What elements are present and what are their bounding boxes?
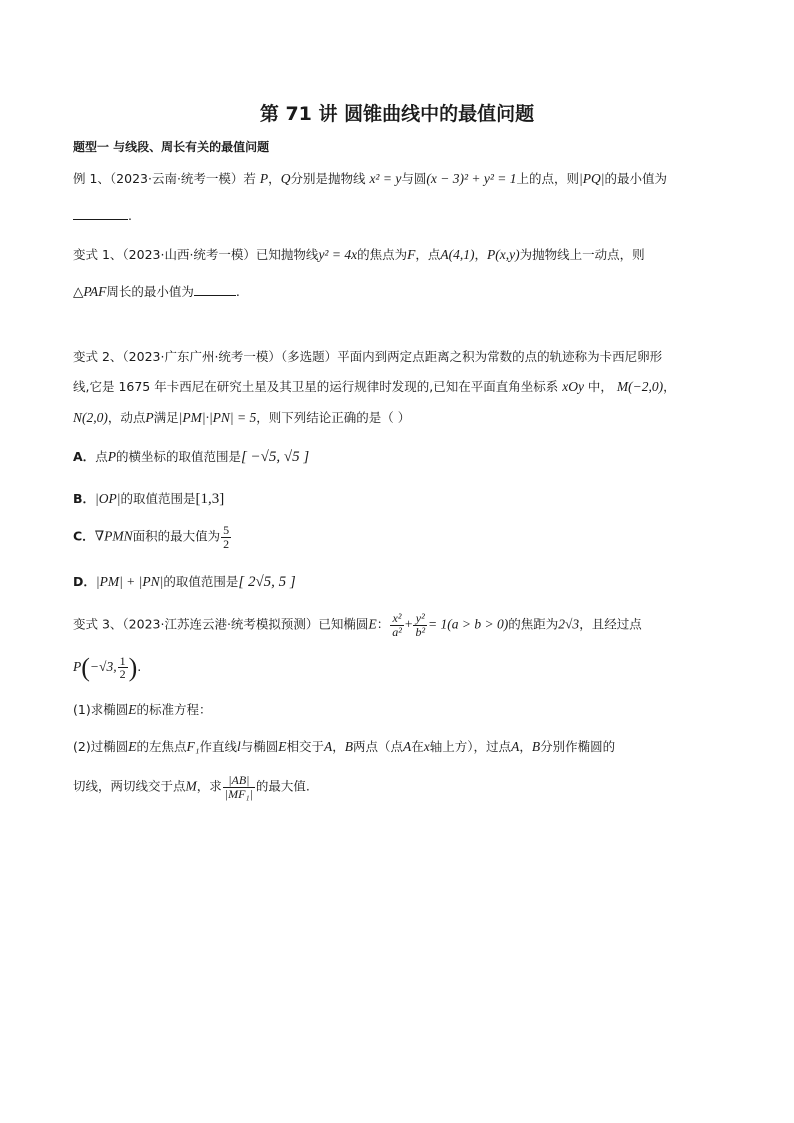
text: 相交于 bbox=[286, 739, 324, 754]
numerator: y² bbox=[413, 612, 427, 626]
variant-2-line3 bbox=[73, 410, 410, 426]
x-axis: x bbox=[423, 739, 430, 754]
text: 中， bbox=[587, 379, 613, 394]
option-a-range: [ −√5, √5 ] bbox=[240, 449, 310, 465]
variant-2-label: 变式 2、（2023·广东广州·统考一模）（多选题）平面内到两定点距离之积为常数的点的轨迹称为卡西尼卵形 bbox=[73, 349, 663, 364]
point-q: Q bbox=[280, 171, 291, 186]
option-b[interactable] bbox=[73, 490, 224, 508]
fraction-y2-b2 bbox=[413, 612, 427, 638]
option-a[interactable] bbox=[73, 448, 309, 466]
text: 线,它是 1675 年卡西尼在研究土星及其卫星的运行规律时发现的,已知在平面直角坐标系 bbox=[73, 379, 559, 394]
paren-open: ( bbox=[81, 653, 90, 682]
text: 两点（点 bbox=[353, 739, 404, 754]
point-p: P bbox=[259, 171, 269, 186]
point-m: M bbox=[185, 778, 197, 794]
circle-equation-rest: ² + y² = 1 bbox=[463, 171, 517, 186]
parabola-equation: y² = 4x bbox=[318, 247, 358, 262]
denominator: a² bbox=[392, 624, 402, 639]
paren-close: ) bbox=[128, 653, 138, 682]
text: 周长的最小值为 bbox=[106, 284, 194, 299]
segment-pq: |PQ| bbox=[579, 171, 605, 186]
question-2-line2 bbox=[73, 774, 310, 800]
text: 的取值范围是 bbox=[120, 491, 196, 506]
numerator: 5 bbox=[223, 523, 230, 537]
period: . bbox=[137, 659, 142, 675]
option-d-range: [ 2√5, 5 ] bbox=[238, 574, 296, 590]
parabola-equation: x² = y bbox=[369, 171, 402, 186]
text: 为抛物线上一动点，则 bbox=[519, 247, 645, 262]
variant-2-line2 bbox=[73, 379, 676, 395]
text: 上的点，则 bbox=[516, 171, 580, 186]
triangle-pmn: ∇PMN bbox=[94, 528, 133, 544]
point-p-label: P bbox=[73, 659, 82, 675]
point-p: P(x,y) bbox=[487, 247, 520, 262]
answer-blank[interactable] bbox=[194, 294, 236, 296]
numerator: x² bbox=[390, 612, 404, 626]
numerator: |AB| bbox=[223, 774, 255, 788]
ellipse-e: E bbox=[368, 616, 377, 632]
text: 分别作椭圆的 bbox=[540, 739, 616, 754]
focal-distance: 2√3 bbox=[558, 616, 580, 632]
question-1 bbox=[73, 702, 211, 718]
option-b-range: [1,3] bbox=[195, 491, 225, 507]
question-2 bbox=[73, 739, 615, 755]
focus-f: F bbox=[407, 247, 416, 262]
text: 分别是抛物线 bbox=[290, 171, 366, 186]
denominator: b² bbox=[415, 624, 426, 639]
point-p: P bbox=[107, 449, 116, 464]
condition-equation: |PM|·|PN| = 5 bbox=[178, 410, 257, 425]
point-a: A bbox=[403, 739, 412, 754]
variant-3-point bbox=[73, 652, 141, 683]
ellipse-equation-rest: = 1(a > b > 0) bbox=[428, 616, 509, 632]
text: 在 bbox=[411, 739, 424, 754]
text: (1)求椭圆 bbox=[73, 702, 129, 717]
comma: ， bbox=[268, 171, 281, 186]
point-a: A(4,1) bbox=[440, 247, 475, 262]
line-l: l bbox=[236, 739, 241, 754]
distance-sum: |PM| + |PN| bbox=[95, 574, 164, 589]
answer-blank[interactable] bbox=[73, 218, 128, 220]
text: ，则下列结论正确的是（ ） bbox=[256, 410, 411, 425]
denominator: |MF₁| bbox=[224, 786, 253, 801]
point-m: M(−2,0) bbox=[616, 379, 664, 394]
text: ，且经过点 bbox=[579, 616, 642, 632]
page-title: 第 71 讲 圆锥曲线中的最值问题 bbox=[259, 103, 535, 125]
ellipse-e: E bbox=[278, 739, 287, 754]
ellipse-e: E bbox=[128, 739, 137, 754]
example-1 bbox=[73, 171, 667, 187]
text: ， bbox=[519, 739, 532, 754]
text: 的左焦点 bbox=[136, 739, 187, 754]
text: 的最小值为 bbox=[604, 171, 667, 186]
fraction-x2-a2 bbox=[390, 612, 404, 638]
text: 的焦距为 bbox=[508, 616, 559, 632]
point-a: A bbox=[511, 739, 520, 754]
option-a-label: A． bbox=[73, 449, 96, 464]
point-p: P bbox=[145, 410, 154, 425]
variant-1-line2 bbox=[73, 284, 240, 300]
numerator: 1 bbox=[119, 653, 126, 668]
point-n: N(2,0) bbox=[73, 410, 108, 425]
point-a: A bbox=[324, 739, 333, 754]
variant-2 bbox=[73, 349, 662, 364]
variant-3-label: 变式 3、（2023·江苏连云港·统考模拟预测）已知椭圆 bbox=[73, 616, 369, 632]
example-1-answer bbox=[73, 208, 132, 223]
text: (2)过椭圆 bbox=[73, 739, 129, 754]
ellipse-e: E bbox=[128, 702, 137, 717]
text: 的最大值. bbox=[255, 778, 310, 794]
text: ， bbox=[663, 379, 676, 394]
point-p-x: −√3, bbox=[89, 659, 117, 675]
text: ，求 bbox=[196, 778, 222, 794]
fraction-ab-mf1 bbox=[223, 774, 255, 800]
example-1-label: 例 1、（2023·云南·统考一模）若 bbox=[73, 171, 256, 186]
coordinate-system: xOy bbox=[562, 379, 584, 394]
option-b-label: B． bbox=[73, 491, 96, 506]
variant-1 bbox=[73, 247, 645, 263]
fraction-one-half bbox=[118, 655, 128, 681]
text: ，动点 bbox=[107, 410, 146, 425]
text: 的取值范围是 bbox=[163, 574, 239, 589]
text: 面积的最大值为 bbox=[132, 528, 221, 544]
plus-sign: + bbox=[404, 616, 413, 632]
option-c[interactable] bbox=[73, 524, 232, 550]
variant-3 bbox=[73, 612, 642, 638]
text: 轴上方），过点 bbox=[429, 739, 512, 754]
text: ，点 bbox=[415, 247, 441, 262]
option-d-label: D． bbox=[73, 574, 96, 589]
point-b: B bbox=[344, 739, 354, 754]
text: 与椭圆 bbox=[240, 739, 279, 754]
option-c-label: C． bbox=[73, 528, 95, 544]
denominator: 2 bbox=[223, 536, 230, 551]
denominator: 2 bbox=[119, 667, 126, 682]
text: 的标准方程： bbox=[136, 702, 212, 717]
text: 满足 bbox=[153, 410, 179, 425]
focus-f1: F₁ bbox=[186, 739, 200, 754]
text: ， bbox=[474, 247, 488, 262]
point-b: B bbox=[531, 739, 541, 754]
text: 切线，两切线交于点 bbox=[73, 778, 186, 794]
text: 作直线 bbox=[199, 739, 237, 754]
section-heading: 题型一 与线段、周长有关的最值问题 bbox=[73, 140, 270, 154]
fraction-five-halves bbox=[221, 524, 231, 550]
text: 点 bbox=[95, 449, 108, 464]
text: 与圆 bbox=[401, 171, 427, 186]
text: 的横坐标的取值范围是 bbox=[115, 449, 241, 464]
segment-op: |OP| bbox=[95, 491, 121, 506]
period: . bbox=[235, 284, 240, 299]
text: ， bbox=[332, 739, 345, 754]
text: 的焦点为 bbox=[357, 247, 408, 262]
colon: ： bbox=[376, 616, 390, 632]
period: . bbox=[128, 208, 132, 223]
triangle-paf: △PAF bbox=[73, 284, 107, 299]
circle-equation-open: (x − 3) bbox=[426, 171, 464, 186]
variant-1-label: 变式 1、（2023·山西·统考一模）已知抛物线 bbox=[73, 247, 319, 262]
option-d[interactable] bbox=[73, 573, 296, 591]
